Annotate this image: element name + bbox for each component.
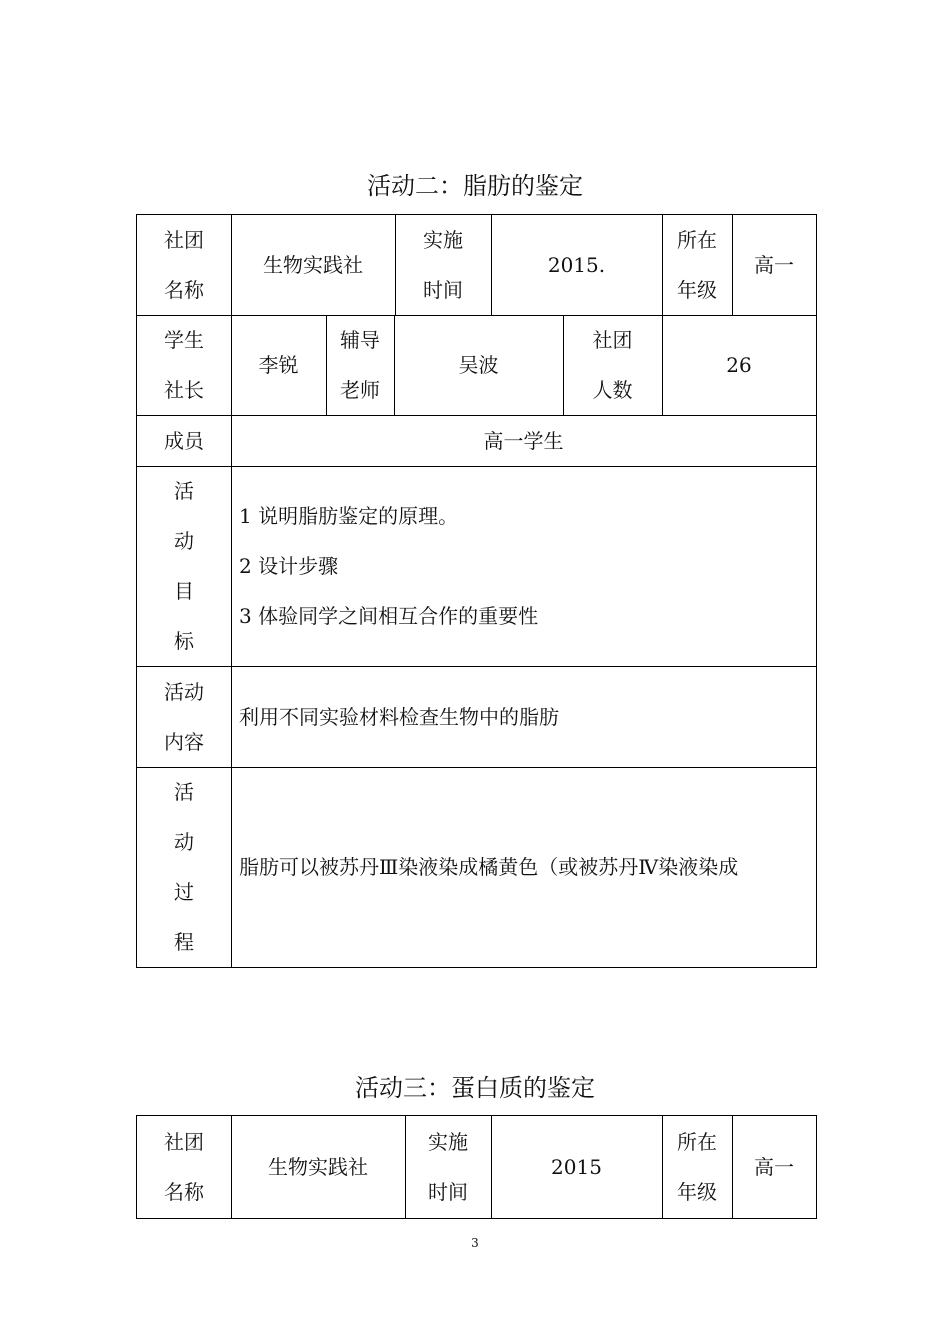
president-label: 学生 社长 — [164, 328, 204, 402]
goals-list — [231, 466, 816, 666]
club-name-label: 社团 名称 — [164, 1130, 204, 1204]
goal-item: 3 体验同学之间相互合作的重要性 — [239, 604, 539, 628]
goal-item: 2 设计步骤 — [239, 554, 339, 578]
grade-value: 高一 — [754, 253, 794, 277]
goals-label: 活 动 目 标 — [174, 479, 194, 653]
president-value: 李锐 — [258, 353, 299, 377]
club-name-value: 生物实践社 — [263, 253, 363, 277]
time-value: 2015. — [547, 253, 606, 277]
count-value: 26 — [726, 353, 752, 377]
activity2-title: 活动二：脂肪的鉴定 — [367, 172, 583, 200]
process-value: 脂肪可以被苏丹Ⅲ染液染成橘黄色（或被苏丹Ⅳ染液染成 — [239, 855, 739, 879]
advisor-value: 吴波 — [458, 353, 499, 377]
club-name-value: 生物实践社 — [268, 1155, 368, 1179]
time-label: 实施 时间 — [428, 1130, 468, 1204]
club-name-label: 社团 名称 — [164, 228, 204, 302]
count-label: 社团 人数 — [592, 328, 633, 402]
advisor-label: 辅导 老师 — [340, 328, 380, 402]
activity2-table — [136, 214, 817, 968]
activity3-table — [136, 1115, 817, 1219]
members-label: 成员 — [164, 428, 204, 453]
page-number: 3 — [471, 1236, 479, 1250]
grade-label: 所在 年级 — [677, 1130, 717, 1204]
members-value: 高一学生 — [483, 428, 564, 453]
content-value: 利用不同实验材料检查生物中的脂肪 — [239, 704, 559, 729]
goal-item: 1 说明脂肪鉴定的原理。 — [239, 504, 459, 528]
grade-value: 高一 — [754, 1155, 794, 1179]
content-label: 活动 内容 — [164, 679, 204, 754]
activity3-title: 活动三：蛋白质的鉴定 — [355, 1074, 595, 1102]
time-value: 2015 — [551, 1155, 602, 1179]
grade-label: 所在 年级 — [677, 228, 717, 302]
process-label: 活 动 过 程 — [174, 780, 194, 954]
time-label: 实施 时间 — [423, 228, 463, 302]
